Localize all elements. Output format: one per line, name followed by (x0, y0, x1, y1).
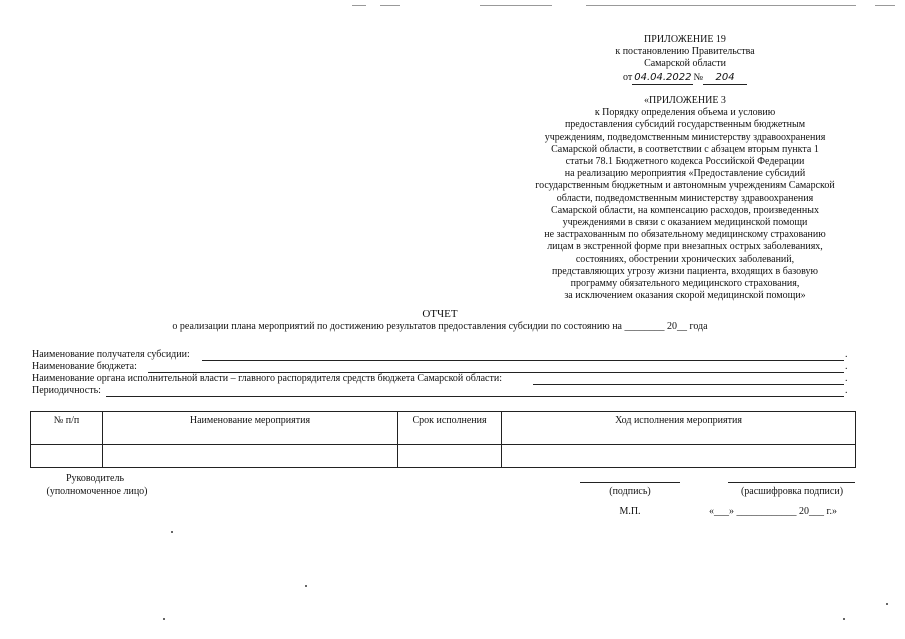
stamp-label: М.П. (619, 506, 641, 517)
measures-table (30, 411, 856, 468)
scan-artifact-line (380, 5, 400, 6)
quoted-line: учреждениям, подведомственным министерству здравоохранения (544, 131, 826, 143)
appendix-title: ПРИЛОЖЕНИЕ 19 (644, 34, 726, 45)
budget-label: Наименование бюджета: (32, 361, 137, 372)
quoted-line: состояниях, обострении хронических заболеваний, (575, 253, 795, 265)
quoted-line: статьи 78.1 Бюджетного кодекса Российской Федерации (565, 156, 805, 168)
decode-line[interactable] (728, 482, 855, 483)
report-subtitle: о реализации плана мероприятий по достижению результатов предоставления субсидии по состоянию на ________ 20__ года (172, 321, 708, 332)
quoted-line: к Порядку определения объема и условию (594, 107, 776, 119)
recipient-field[interactable] (202, 360, 844, 361)
quoted-line: лицам в экстренной форме при внезапных острых заболеваниях, (547, 241, 823, 253)
quoted-line: за исключением оказания скорой медицинской помощи» (564, 290, 806, 302)
quoted-line: учреждениями в связи с оказанием медицинской помощи (562, 217, 808, 229)
quoted-appendix-title: «ПРИЛОЖЕНИЕ 3 (644, 95, 726, 106)
scan-speck (305, 585, 307, 587)
authority-end: . (845, 373, 848, 384)
periodicity-field[interactable] (106, 396, 844, 397)
signature-line[interactable] (580, 482, 680, 483)
scan-speck (886, 603, 888, 605)
scan-artifact-line (875, 5, 895, 6)
authority-label: Наименование органа исполнительной власти – главного распорядителя средств бюджета Самарской области: (32, 373, 502, 384)
quoted-line: государственным бюджетным и автономным учреждениям Самарской (535, 180, 835, 192)
quoted-line: Самарской области, на компенсацию расходов, произведенных (551, 204, 819, 216)
recipient-label: Наименование получателя субсидии: (32, 349, 190, 360)
table-cell[interactable] (502, 445, 856, 468)
quoted-line: предоставления субсидий государственным бюджетным (564, 119, 806, 131)
quoted-line: представляющих угрозу жизни пациента, входящих в базовую (551, 265, 819, 277)
quoted-line: не застрахованным по обязательному медицинскому страхованию (544, 229, 826, 241)
decode-caption: (расшифровка подписи) (740, 486, 844, 497)
number-prefix: № (693, 71, 704, 83)
table-cell[interactable] (103, 445, 398, 468)
periodicity-end: . (845, 385, 848, 396)
handwritten-date: 04.04.2022 (632, 72, 693, 85)
date-line: «___» ____________ 20___ г.» (709, 506, 837, 517)
scan-artifact-line (480, 5, 552, 6)
appendix-line-1: к постановлению Правительства (615, 46, 755, 58)
scan-artifact-line (586, 5, 856, 6)
table-cell[interactable] (31, 445, 103, 468)
col-deadline-header: Срок исполнения (398, 412, 502, 445)
quoted-line: области, подведомственным министерству здравоохранения (556, 192, 814, 204)
report-title: ОТЧЕТ (422, 308, 458, 320)
authority-field[interactable] (533, 384, 844, 385)
head-label: Руководитель (65, 473, 125, 484)
budget-end: . (845, 361, 848, 372)
col-measure-header: Наименование мероприятия (103, 412, 398, 445)
col-progress-header: Ход исполнения мероприятия (502, 412, 856, 445)
periodicity-label: Периодичность: (32, 385, 101, 396)
appendix-header (560, 34, 810, 85)
recipient-end: . (845, 349, 848, 360)
scan-speck (843, 618, 845, 620)
signature-caption: (подпись) (609, 486, 651, 497)
table-header-row (31, 412, 856, 445)
scan-artifact-line (352, 5, 366, 6)
scan-speck (171, 531, 173, 533)
table-cell[interactable] (398, 445, 502, 468)
scan-speck (163, 618, 165, 620)
col-number-header: № п/п (31, 412, 103, 445)
date-prefix: от (622, 71, 633, 83)
quoted-appendix (505, 95, 865, 302)
quoted-line: программу обязательного медицинского страхования, (570, 278, 800, 290)
quoted-line: на реализацию мероприятия «Предоставление субсидий (564, 168, 806, 180)
head-sublabel: (уполномоченное лицо) (46, 486, 148, 497)
appendix-line-2: Самарской области (644, 58, 726, 70)
appendix-date-line (560, 72, 810, 85)
handwritten-number: 204 (703, 72, 747, 85)
quoted-line: Самарской области, в соответствии с абзацем вторым пункта 1 (551, 143, 819, 155)
table-row (31, 445, 856, 468)
